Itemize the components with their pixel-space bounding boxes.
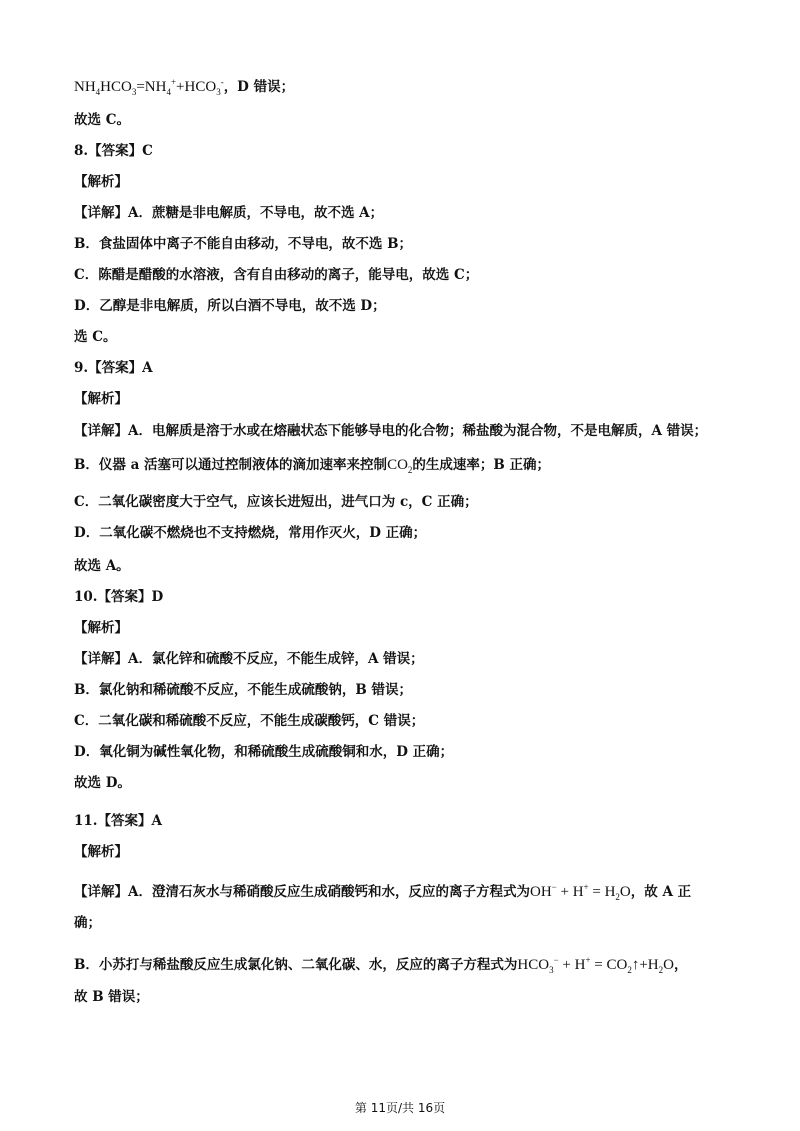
text-line xyxy=(74,110,130,130)
text-line xyxy=(74,389,128,409)
text-line xyxy=(74,72,294,102)
line-text: C．二氧化碳和稀硫酸不反应，不能生成碳酸钙，C 错误； xyxy=(74,713,425,729)
text-line xyxy=(74,587,163,607)
line-text: 确； xyxy=(74,915,101,931)
line-text: D．氧化铜为碱性氧化物，和稀硫酸生成硫酸铜和水，D 正确； xyxy=(74,744,454,760)
text-line xyxy=(74,327,116,347)
line-text: 故选 C。 xyxy=(74,112,130,128)
text-line xyxy=(74,773,131,793)
line-text: B．小苏打与稀盐酸反应生成氯化钠、二氧化碳、水，反应的离子方程式为 xyxy=(74,957,518,973)
line-text: 选 C。 xyxy=(74,329,117,345)
line-text: 故 B 错误； xyxy=(74,989,149,1005)
line-text: 【详解】A．电解质是溶于水或在熔融状态下能够导电的化合物；稀盐酸为混合物，不是电解质，A 错误； xyxy=(74,423,708,439)
text-line xyxy=(74,649,424,669)
line-text: 【解析】 xyxy=(74,620,128,636)
text-line xyxy=(74,234,412,254)
line-text: D．二氧化碳不燃烧也不支持燃烧，常用作灭火，D 正确； xyxy=(74,525,427,541)
chemical-formula: $CO_2$ xyxy=(387,457,413,475)
line-text: 故选 A。 xyxy=(74,558,130,574)
text-line xyxy=(74,913,101,933)
text-line xyxy=(74,950,687,980)
line-text: 的生成速率；B 正确； xyxy=(412,457,551,473)
text-line xyxy=(74,618,128,638)
line-text: 【解析】 xyxy=(74,174,128,190)
text-line xyxy=(74,680,412,700)
line-text: 【解析】 xyxy=(74,391,128,407)
text-line xyxy=(74,265,478,285)
line-text: 【详解】A．蔗糖是非电解质，不导电，故不选 A； xyxy=(74,205,384,221)
line-text: ，D 错误； xyxy=(223,79,295,95)
line-text: B．氯化钠和稀硫酸不反应，不能生成硫酸钠，B 错误； xyxy=(74,682,413,698)
line-text: 【解析】 xyxy=(74,844,128,860)
text-line xyxy=(74,842,128,862)
page-footer: 第 11页/共 16页 xyxy=(354,1101,446,1115)
line-text: C．二氧化碳密度大于空气，应该长进短出，进气口为 c，C 正确； xyxy=(74,494,478,510)
text-line xyxy=(74,492,478,512)
text-line xyxy=(74,877,691,907)
chemical-formula: $HCO_3^- + H^+$ = $CO_2↑+H_2O$ xyxy=(517,955,674,975)
line-text: 10.【答案】D xyxy=(74,589,164,605)
text-line xyxy=(74,421,707,441)
text-line xyxy=(74,172,128,192)
chemical-formula: $NH_4HCO_3=NH_4^++HCO_3^-$ xyxy=(74,77,224,97)
line-text: 11.【答案】A xyxy=(74,813,162,829)
line-text: D．乙醇是非电解质，所以白酒不导电，故不选 D； xyxy=(74,298,386,314)
line-text: B．食盐固体中离子不能自由移动，不导电，故不选 B； xyxy=(74,236,413,252)
text-line xyxy=(74,203,383,223)
text-line xyxy=(74,141,153,161)
line-text: 【详解】A．澄清石灰水与稀硝酸反应生成硝酸钙和水，反应的离子方程式为 xyxy=(74,884,530,900)
text-line xyxy=(74,742,453,762)
text-line xyxy=(74,811,162,831)
text-line xyxy=(74,455,550,480)
line-text: 【详解】A．氯化锌和硫酸不反应，不能生成锌，A 错误； xyxy=(74,651,424,667)
line-text: 8.【答案】C xyxy=(74,143,153,159)
text-line xyxy=(74,711,424,731)
line-text: 9.【答案】A xyxy=(74,360,153,376)
text-line xyxy=(74,556,130,576)
line-text: ， xyxy=(673,957,688,973)
line-text: 故选 D。 xyxy=(74,775,131,791)
text-line xyxy=(74,358,153,378)
line-text: ，故 A 正 xyxy=(630,884,692,900)
text-line xyxy=(74,987,149,1007)
line-text: B．仪器 a 活塞可以通过控制液体的滴加速率来控制 xyxy=(74,457,388,473)
text-line xyxy=(74,523,426,543)
text-line xyxy=(74,296,386,316)
chemical-formula: $OH^- + H^+ = H_2O$ xyxy=(529,882,631,902)
line-text: C．陈醋是醋酸的水溶液，含有自由移动的离子，能导电，故选 C； xyxy=(74,267,479,283)
